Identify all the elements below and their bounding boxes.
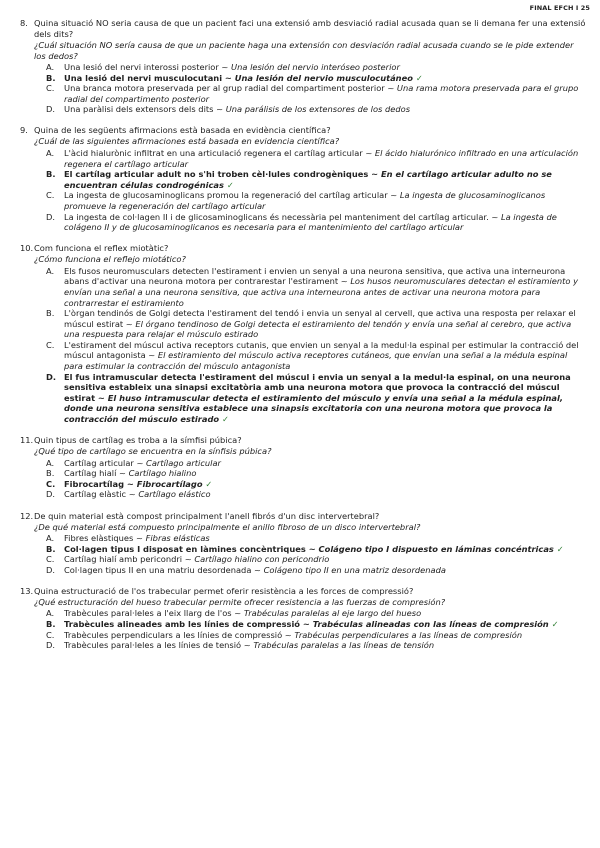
question-text-spanish: ¿Cuál situación NO sería causa de que un paciente haga una extensión con desviación radial acusada cuando se le pide extender los dedos?	[34, 40, 574, 61]
question-text-spanish: ¿Qué tipo de cartílago se encuentra en la sínfisis púbica?	[34, 446, 272, 457]
option-text: El cartílag articular adult no s'hi troben cèl·lules condrogèniques ~ En el cartílago articular adulto no se encuentran células condrogénicas ✓	[64, 169, 552, 190]
option-text-spanish: Fibras elásticas	[145, 533, 210, 543]
option-letter: A.	[46, 457, 55, 468]
option	[46, 640, 586, 651]
check-icon: ✓	[226, 179, 234, 190]
option-letter: D.	[46, 104, 56, 115]
question-text: Quin tipus de cartílag es troba a la símfisi púbica?	[34, 435, 242, 446]
option-letter: C.	[46, 478, 56, 489]
option-letter: B.	[46, 72, 56, 83]
option-list	[46, 608, 586, 650]
option-text: Una lesió del nervi interossi posterior ~ Una lesión del nervio interóseo posterior	[64, 62, 400, 72]
option-text-spanish: Una lesión del nervio musculocutáneo	[234, 72, 413, 83]
option-text: Trabècules alineades amb les línies de compressió ~ Trabéculas alineadas con las líneas de compresión ✓	[64, 618, 559, 629]
check-icon: ✓	[415, 72, 423, 83]
option-text-spanish: Colágeno tipo I dispuesto en láminas concéntricas	[318, 543, 554, 554]
option-list	[46, 148, 586, 233]
option-text-spanish: Cartílago hialino con pericondrio	[194, 554, 330, 565]
option	[46, 468, 586, 479]
option-text: Una lesió del nervi musculocutani ~ Una lesión del nervio musculocutáneo ✓	[64, 72, 423, 83]
option	[46, 62, 586, 73]
option-correct	[46, 169, 586, 190]
option-text: Una branca motora preservada per al grup radial del compartiment posterior ~ Una rama motora preservada para el grupo radial del compartimento posterior	[64, 83, 579, 104]
question-block	[20, 18, 586, 115]
option-text: La ingesta de col·lagen II i de glicosaminoglicans és necessària pel manteniment del cartílag articular. ~ La ingesta de colágeno II y de glucosaminoglicanos es necesaria para el mantenimiento del cartílago articular	[64, 211, 557, 233]
option-text-spanish: En el cartílago articular adulto no se encuentran células condrogénicas	[64, 169, 552, 190]
check-icon: ✓	[205, 478, 213, 489]
option-list	[46, 533, 586, 575]
option-text-spanish: El huso intramuscular detecta el estiramiento del músculo y envía una señal a la médula espinal, donde una neurona sensitiva establece una sinapsis excitatoria con una neurona motora que provoca la contracción del músculo estirado	[64, 392, 564, 425]
option-text: Cartílag elàstic ~ Cartílago elástico	[64, 489, 211, 500]
option-text: Trabècules perpendiculars a les línies de compressió ~ Trabéculas perpendiculares a las líneas de compresión	[64, 629, 523, 640]
question-block	[20, 435, 586, 500]
question-number: 8.	[20, 18, 28, 28]
option-text: Una paràlisi dels extensors dels dits ~ Una parálisis de los extensores de los dedos	[64, 104, 411, 115]
option-text-spanish: La ingesta de glucosaminoglicanos promueve la regeneración del cartílago articular	[64, 190, 546, 211]
question-text: Quina estructuració de l'os trabecular permet oferir resistència a les forces de compressió?	[34, 585, 414, 596]
option	[46, 212, 586, 233]
question-block	[20, 125, 586, 232]
option-text-spanish: Cartílago elástico	[138, 489, 211, 500]
question-stem	[20, 511, 586, 522]
question-block	[20, 511, 586, 576]
option	[46, 308, 586, 340]
option	[46, 554, 586, 565]
option-letter: D.	[46, 489, 56, 500]
check-icon: ✓	[222, 414, 229, 425]
option	[46, 489, 586, 500]
option-text-spanish: Trabéculas paralelas a las líneas de tensión	[253, 640, 435, 651]
option-text-spanish: Los husos neuromusculares detectan el estiramiento y envían una señal a una neurona sensitiva, que activa una interneurona antes de activar una neurona motora para contrarrestar el estiramiento	[64, 276, 578, 308]
option-letter: A.	[46, 147, 55, 158]
question-text-spanish: ¿De qué material está compuesto principalmente el anillo fibroso de un disco intervertebral?	[34, 521, 421, 532]
option-letter: B.	[46, 169, 56, 180]
question-number: 13.	[20, 585, 34, 596]
option-text: Trabècules paral·leles a l'eix llarg de l'os ~ Trabéculas paralelas al eje largo del hueso	[64, 608, 422, 619]
option-letter: D.	[46, 564, 56, 575]
option	[46, 266, 586, 308]
option-text-spanish: Cartílago articular	[146, 457, 221, 468]
option-text: Col·lagen tipus I disposat en làmines concèntriques ~ Colágeno tipo I dispuesto en láminas concéntricas ✓	[64, 543, 564, 554]
option-text: Cartílag articular ~ Cartílago articular	[64, 457, 221, 468]
option-letter: C.	[46, 190, 55, 201]
option-text: Cartílag hialí amb pericondri ~ Cartílago hialino con pericondrio	[64, 554, 330, 565]
option	[46, 190, 586, 211]
option-letter: B.	[46, 543, 56, 554]
option-text: La ingesta de glucosaminoglicans promou la regeneració del cartílag articular ~ La ingesta de glucosaminoglicanos promueve la regeneración del cartílago articular	[64, 190, 546, 211]
option-letter: A.	[46, 533, 55, 543]
option-text: L'àcid hialurònic infiltrat en una articulació regenera el cartílag articular ~ El ácido hialurónico infiltrado en una articulación regenera el cartílago articular	[64, 147, 579, 169]
option-text: Els fusos neuromusculars detecten l'estirament i envien un senyal a una neurona sensitiva, que activa una interneurona abans d'activar una neurona motora per contrarestar l'estirament ~ Los husos neuromusculares detectan el estiramiento y envían una señal a una neurona sensitiva, que activa una interneurona antes de activar una neurona motora para contrarrestar el estiramiento	[64, 265, 578, 308]
option	[46, 565, 586, 576]
option-text-spanish: Cartílago hialino	[128, 468, 197, 479]
check-icon: ✓	[556, 543, 564, 554]
option-letter: D.	[46, 640, 56, 651]
question-block	[20, 243, 586, 424]
option-letter: B.	[46, 468, 55, 479]
option-letter: C.	[46, 339, 55, 350]
option-text-spanish: Una lesión del nervio interóseo posterior	[231, 62, 400, 72]
option-correct	[46, 73, 586, 84]
option-list	[46, 62, 586, 115]
check-icon: ✓	[551, 618, 559, 629]
option-text-spanish: Una rama motora preservada para el grupo radial del compartimento posterior	[64, 83, 579, 104]
question-list	[20, 18, 586, 661]
question-stem	[20, 586, 586, 597]
option-letter: D.	[46, 371, 57, 382]
option-text: Fibres elàstiques ~ Fibras elásticas	[64, 533, 210, 543]
option-letter: D.	[46, 211, 56, 222]
question-text: Quina de les següents afirmacions està basada en evidència científica?	[34, 125, 331, 136]
option-text-spanish: La ingesta de colágeno II y de glucosaminoglicanos es necesaria para el mantenimiento del cartílago articular	[64, 211, 557, 233]
question-stem	[20, 125, 586, 136]
option-letter: C.	[46, 554, 55, 565]
option-letter: C.	[46, 629, 55, 640]
option-text: L'estirament del múscul activa receptors cutanis, que envien un senyal a la medul·la espinal per estimular la contracció del múscul antagonista ~ El estiramiento del músculo activa receptores cutáneos, que envían una señal a la médula espinal para estimular la contracción del músculo antagonista	[64, 339, 579, 372]
option	[46, 340, 586, 372]
option	[46, 148, 586, 169]
option-correct	[46, 619, 586, 630]
question-text-spanish: ¿Cómo funciona el reflejo miotático?	[34, 254, 186, 265]
question-number: 10.	[20, 243, 34, 254]
option-text: Cartílag hialí ~ Cartílago hialino	[64, 468, 197, 479]
question-stem	[20, 18, 586, 40]
question-stem	[20, 435, 586, 446]
question-number: 11.	[20, 435, 34, 446]
option-correct	[46, 479, 586, 490]
option	[46, 458, 586, 469]
option	[46, 630, 586, 641]
option-text-spanish: El órgano tendinoso de Golgi detecta el estiramiento del tendón y envía una señal al cerebro, que activa una respuesta para relajar el músculo estirado	[64, 318, 572, 340]
question-text-spanish: ¿Qué estructuración del hueso trabecular permite ofrecer resistencia a las fuerzas de compresión?	[34, 596, 446, 607]
option-letter: A.	[46, 62, 55, 72]
option-text-spanish: El estiramiento del músculo activa receptores cutáneos, que envían una señal a la médula espinal para estimular la contracción del músculo antagonista	[64, 350, 568, 372]
question-text-spanish: ¿Cuál de las siguientes afirmaciones está basada en evidencia científica?	[34, 136, 340, 147]
option-correct	[46, 372, 586, 425]
option-letter: B.	[46, 618, 56, 629]
option-letter: C.	[46, 83, 55, 94]
option-text-spanish: Fibrocartílago	[136, 478, 203, 489]
option-list	[46, 458, 586, 500]
option-text: Trabècules paral·leles a les línies de tensió ~ Trabéculas paralelas a las líneas de tensión	[64, 640, 435, 651]
option-text-spanish: Trabéculas paralelas al eje largo del hueso	[243, 608, 422, 619]
page-header: FINAL EFCH I 25	[529, 4, 590, 12]
option-letter: A.	[46, 265, 55, 276]
option-list	[46, 266, 586, 425]
option	[46, 608, 586, 619]
option-text: El fus intramuscular detecta l'estirament del múscul i envia un senyal a la medul·la espinal, on una neurona sensitiva estableix una sinapsi excitatòria amb una neurona motora que provoca la contracció del múscul estirat ~ El huso intramuscular detecta el estiramiento del músculo y envía una señal a la médula espinal, donde una neurona sensitiva establece una sinapsis excitatoria con una neurona motora que provoca la contracción del músculo estirado ✓	[64, 371, 571, 425]
question-block	[20, 586, 586, 651]
option-text-spanish: Colágeno tipo II en una matriz desordenada	[263, 564, 446, 575]
question-stem	[20, 243, 586, 254]
option-text-spanish: Trabéculas perpendiculares a las líneas de compresión	[294, 629, 523, 640]
option-text-spanish: Una parálisis de los extensores de los dedos	[225, 104, 411, 115]
question-text: Com funciona el reflex miotàtic?	[34, 243, 169, 254]
option-correct	[46, 544, 586, 555]
option-text-spanish: Trabéculas alineadas con las líneas de compresión	[312, 618, 549, 629]
option-letter: A.	[46, 608, 55, 619]
option-text: L'òrgan tendinós de Golgi detecta l'estirament del tendó i envia un senyal al cervell, que activa una resposta per relaxar el múscul estirat ~ El órgano tendinoso de Golgi detecta el estiramiento del tendón y envía una señal al cerebro, que activa una respuesta para relajar el músculo estirado	[64, 308, 576, 340]
option	[46, 83, 586, 104]
option-letter: B.	[46, 308, 55, 319]
question-number: 9.	[20, 125, 28, 136]
option-text: Fibrocartílag ~ Fibrocartílago ✓	[64, 478, 213, 489]
question-text: De quin material està compost principalment l'anell fibrós d'un disc intervertebral?	[34, 510, 380, 521]
option	[46, 104, 586, 115]
option	[46, 533, 586, 544]
option-text-spanish: El ácido hialurónico infiltrado en una articulación regenera el cartílago articular	[64, 147, 579, 169]
question-number: 12.	[20, 510, 34, 521]
option-text: Col·lagen tipus II en una matriu desordenada ~ Colágeno tipo II en una matriz desordenada	[64, 564, 446, 575]
question-text: Quina situació NO seria causa de que un pacient faci una extensió amb desviació radial acusada quan se li demana fer una extensió dels dits?	[34, 18, 586, 39]
